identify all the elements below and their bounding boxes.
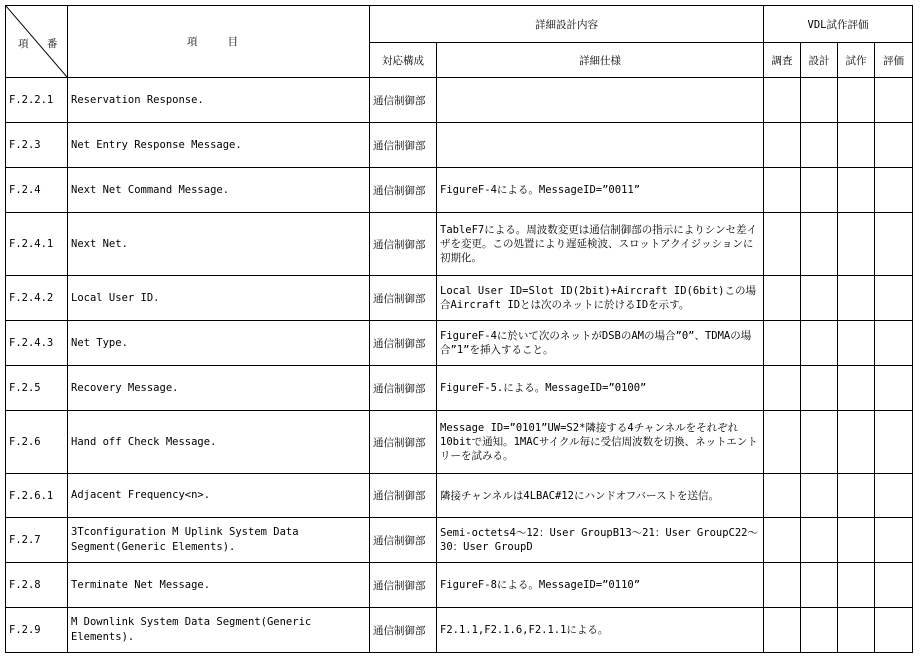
eval-col-survey: 調査 [764, 43, 801, 78]
row-spec: FigureF-4による。MessageID=”0011” [437, 168, 764, 213]
row-number: F.2.4.2 [6, 276, 68, 321]
eval-cell [838, 474, 875, 518]
eval-cell [838, 276, 875, 321]
row-config: 通信制御部 [370, 518, 437, 563]
table-row [6, 213, 913, 276]
item-label: 項 目 [186, 36, 251, 48]
table-row [6, 411, 913, 474]
eval-cell [801, 213, 838, 276]
row-config: 通信制御部 [370, 168, 437, 213]
eval-cell [801, 518, 838, 563]
row-config: 通信制御部 [370, 276, 437, 321]
row-number: F.2.3 [6, 123, 68, 168]
eval-cell [764, 474, 801, 518]
row-number: F.2.6.1 [6, 474, 68, 518]
row-number: F.2.4.3 [6, 321, 68, 366]
eval-cell [801, 78, 838, 123]
eval-col-design: 設計 [801, 43, 838, 78]
eval-cell [838, 168, 875, 213]
row-spec: FigureF-5.による。MessageID=”0100” [437, 366, 764, 411]
eval-cell [764, 366, 801, 411]
table-row [6, 276, 913, 321]
row-item: 3Tconfiguration M Uplink System Data Segment(Generic Elements). [68, 518, 370, 563]
row-number: F.2.4 [6, 168, 68, 213]
eval-cell [875, 518, 913, 563]
row-item: M Downlink System Data Segment(Generic Elements). [68, 608, 370, 653]
eval-cell [838, 608, 875, 653]
row-spec [437, 123, 764, 168]
eval-col-prototype: 試作 [838, 43, 875, 78]
row-item: Reservation Response. [68, 78, 370, 123]
eval-cell [764, 168, 801, 213]
eval-cell [875, 123, 913, 168]
row-config: 通信制御部 [370, 366, 437, 411]
eval-cell [764, 321, 801, 366]
eval-cell [875, 411, 913, 474]
row-config: 通信制御部 [370, 563, 437, 608]
row-config: 通信制御部 [370, 321, 437, 366]
row-number: F.2.2.1 [6, 78, 68, 123]
table-row [6, 78, 913, 123]
table-row [6, 474, 913, 518]
spec-table [5, 5, 913, 653]
eval-cell [764, 213, 801, 276]
item-number-header [6, 6, 68, 78]
row-number: F.2.9 [6, 608, 68, 653]
row-spec: Message ID=”0101”UW=S2*隣接する4チャンネルをそれぞれ10bitで通知。1MACサイクル毎に受信周波数を切換、ネットエントリーを試みる。 [437, 411, 764, 474]
eval-cell [764, 78, 801, 123]
row-item: Local User ID. [68, 276, 370, 321]
row-config: 通信制御部 [370, 213, 437, 276]
eval-cell [801, 123, 838, 168]
config-header: 対応構成 [370, 43, 437, 78]
vdl-eval-header: VDL試作評価 [764, 6, 913, 43]
eval-cell [764, 411, 801, 474]
eval-cell [801, 276, 838, 321]
row-config: 通信制御部 [370, 123, 437, 168]
eval-cell [875, 366, 913, 411]
row-spec: Semi-octets4～12：User GroupB13～21：User GroupC22～30：User GroupD [437, 518, 764, 563]
eval-cell [801, 168, 838, 213]
row-spec: TableF7による。周波数変更は通信制御部の指示によりシンセ差イザを変更。この処置により遅延検波、スロットアクイジッションに初期化。 [437, 213, 764, 276]
eval-cell [801, 411, 838, 474]
eval-cell [838, 321, 875, 366]
row-number: F.2.8 [6, 563, 68, 608]
table-row [6, 168, 913, 213]
eval-cell [801, 321, 838, 366]
row-config: 通信制御部 [370, 78, 437, 123]
row-item: Terminate Net Message. [68, 563, 370, 608]
row-spec: FigureF-8による。MessageID=”0110” [437, 563, 764, 608]
eval-cell [838, 411, 875, 474]
table-row [6, 366, 913, 411]
eval-cell [875, 276, 913, 321]
row-spec: 隣接チャンネルは4LBAC#12にハンドオフバーストを送信。 [437, 474, 764, 518]
row-number: F.2.6 [6, 411, 68, 474]
item-header [68, 6, 370, 78]
eval-cell [875, 321, 913, 366]
eval-cell [764, 123, 801, 168]
table-row [6, 563, 913, 608]
row-number: F.2.7 [6, 518, 68, 563]
row-item: Next Net Command Message. [68, 168, 370, 213]
eval-cell [875, 168, 913, 213]
row-item: Net Type. [68, 321, 370, 366]
eval-cell [764, 608, 801, 653]
row-number: F.2.4.1 [6, 213, 68, 276]
row-spec: F2.1.1,F2.1.6,F2.1.1による。 [437, 608, 764, 653]
eval-cell [838, 563, 875, 608]
eval-cell [801, 366, 838, 411]
eval-cell [764, 563, 801, 608]
row-item: Hand off Check Message. [68, 411, 370, 474]
row-config: 通信制御部 [370, 608, 437, 653]
table-row [6, 518, 913, 563]
detail-spec-header: 詳細仕様 [437, 43, 764, 78]
table-row [6, 608, 913, 653]
eval-cell [838, 213, 875, 276]
eval-cell [801, 563, 838, 608]
detail-design-header: 詳細設計内容 [370, 6, 764, 43]
row-item: Net Entry Response Message. [68, 123, 370, 168]
row-spec: Local User ID=Slot ID(2bit)+Aircraft ID(6bit)この場合Aircraft IDとは次のネットに於けるIDを示す。 [437, 276, 764, 321]
eval-cell [875, 563, 913, 608]
eval-cell [838, 78, 875, 123]
eval-cell [875, 213, 913, 276]
eval-cell [764, 276, 801, 321]
row-spec: FigureF-4に於いて次のネットがDSBのAMの場合”0”、TDMAの場合”1”を挿入すること。 [437, 321, 764, 366]
item-number-label: 項 番 [18, 38, 64, 50]
eval-cell [764, 518, 801, 563]
table-row [6, 321, 913, 366]
row-item: Next Net. [68, 213, 370, 276]
eval-col-evaluation: 評価 [875, 43, 913, 78]
eval-cell [875, 608, 913, 653]
eval-cell [875, 474, 913, 518]
row-config: 通信制御部 [370, 411, 437, 474]
eval-cell [801, 474, 838, 518]
row-spec [437, 78, 764, 123]
eval-cell [838, 518, 875, 563]
row-config: 通信制御部 [370, 474, 437, 518]
row-item: Recovery Message. [68, 366, 370, 411]
table-row [6, 123, 913, 168]
row-item: Adjacent Frequency<n>. [68, 474, 370, 518]
row-number: F.2.5 [6, 366, 68, 411]
eval-cell [875, 78, 913, 123]
eval-cell [838, 123, 875, 168]
eval-cell [838, 366, 875, 411]
eval-cell [801, 608, 838, 653]
